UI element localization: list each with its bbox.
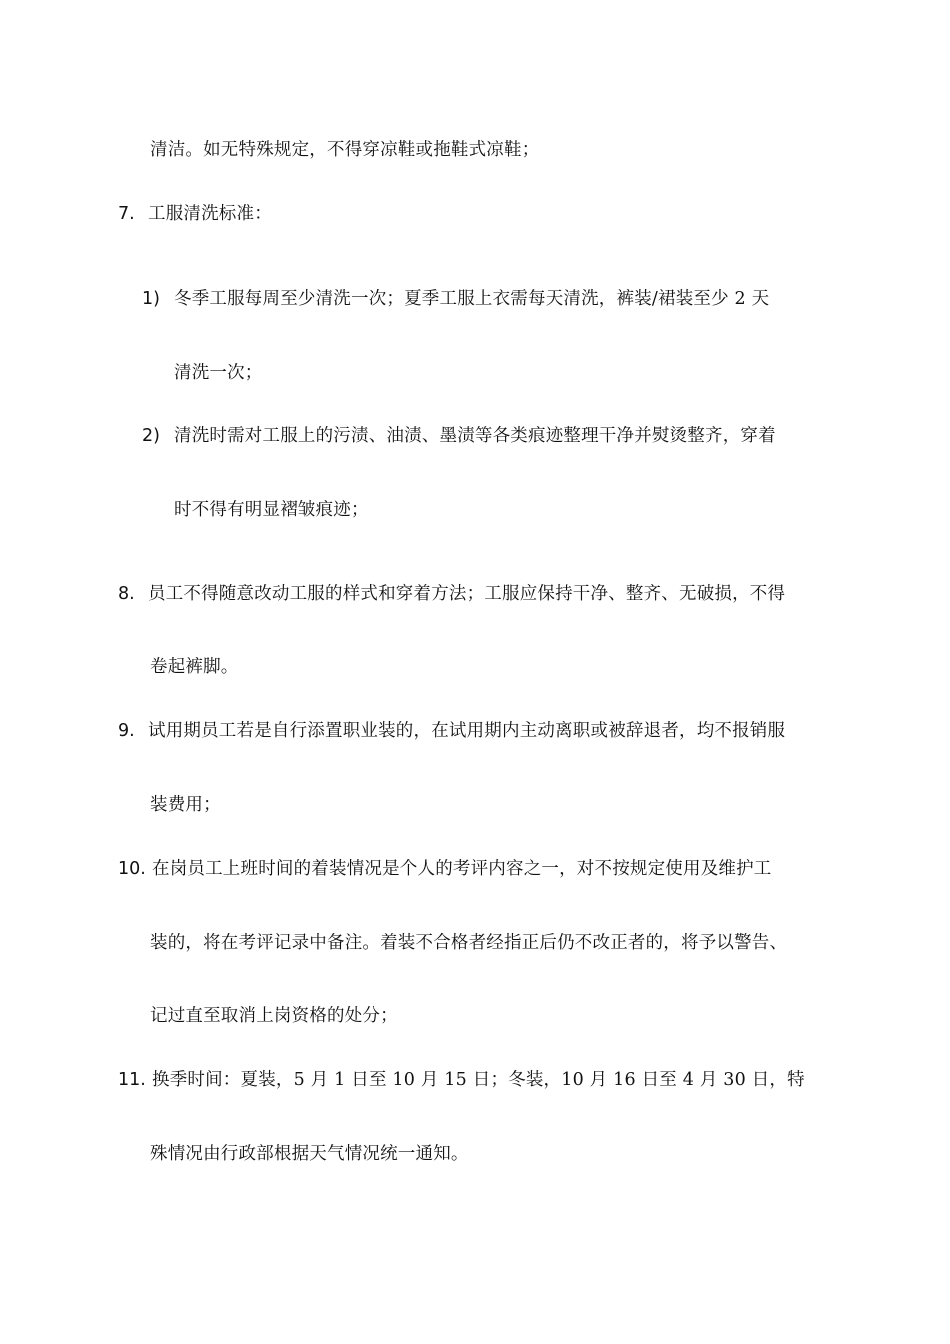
subitem-text: 时不得有明显褶皱痕迹； [174, 500, 369, 520]
subitem-text: 清洗时需对工服上的污渍、油渍、墨渍等各类痕迹整理干净并熨烫整齐，穿着 [174, 426, 776, 446]
item-text: 换季时间：夏装，5 月 1 日至 10 月 15 日；冬装，10 月 16 日至 4 月 30 日，特 [152, 1070, 805, 1090]
subitem-number: 1) [142, 289, 160, 309]
item-number: 9. [118, 721, 135, 741]
item-text: 试用期员工若是自行添置职业装的，在试用期内主动离职或被辞退者，均不报销服 [148, 721, 786, 741]
subitem-number: 2) [142, 426, 160, 446]
item-number: 11. [118, 1070, 146, 1090]
item-number: 8. [118, 584, 135, 604]
item-number: 7. [118, 204, 135, 224]
item-text: 员工不得随意改动工服的样式和穿着方法；工服应保持干净、整齐、无破损，不得 [148, 584, 786, 604]
item-text: 在岗员工上班时间的着装情况是个人的考评内容之一，对不按规定使用及维护工 [152, 859, 772, 879]
item-text: 装费用； [150, 795, 221, 815]
item-text: 工服清洗标准： [148, 204, 272, 224]
subitem-text: 冬季工服每周至少清洗一次；夏季工服上衣需每天清洗，裤装/裙装至少 2 天 [174, 289, 770, 309]
item-text: 卷起裤脚。 [150, 657, 239, 677]
item-number: 10. [118, 859, 146, 879]
continuation-line: 清洁。如无特殊规定，不得穿凉鞋或拖鞋式凉鞋； [150, 140, 540, 160]
item-text: 殊情况由行政部根据天气情况统一通知。 [150, 1144, 469, 1164]
subitem-text: 清洗一次； [174, 363, 263, 383]
item-text: 装的，将在考评记录中备注。着装不合格者经指正后仍不改正者的，将予以警告、 [150, 933, 788, 953]
item-text: 记过直至取消上岗资格的处分； [150, 1006, 398, 1026]
